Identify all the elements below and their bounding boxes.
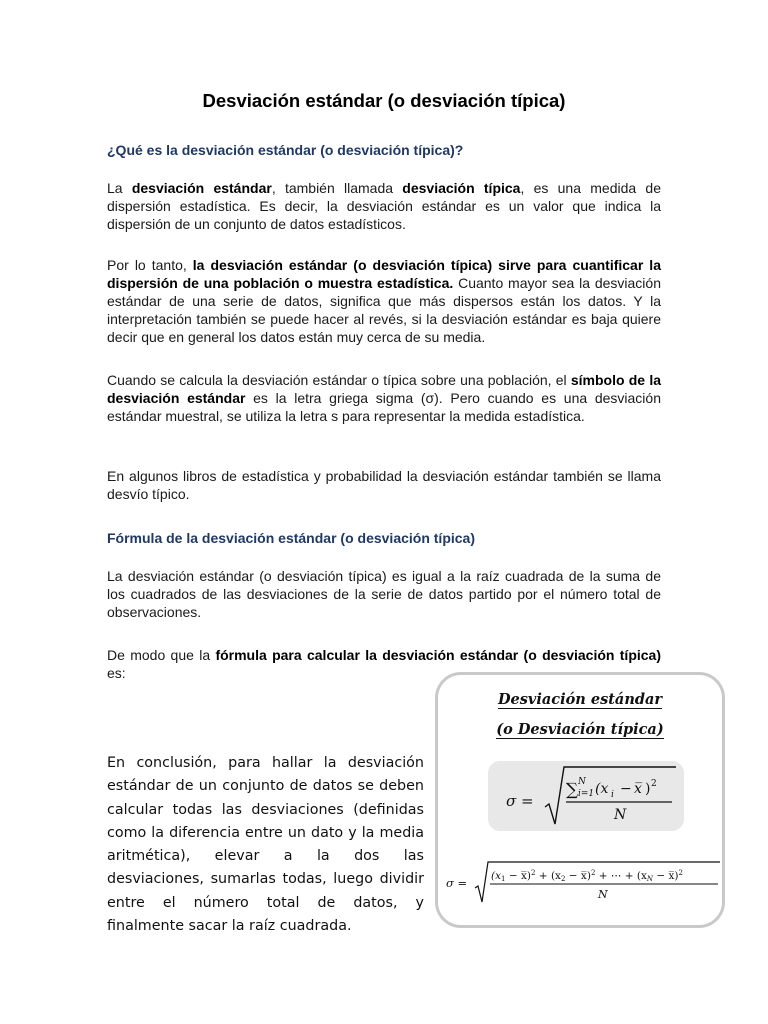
formula-simple-term-open: (x (595, 781, 609, 797)
paragraph-purpose: Por lo tanto, la desviación estándar (o desviación típica) sirve para cuantificar la dispersión de una población o muestra estadística. Cuanto mayor sea la desviación estándar de una serie de datos, significa que más dispersos están los datos. Y la interpretación también se puede hacer al revés, si la desviación estándar es baja quiere decir que en general los datos están muy cerca de su media. (107, 257, 661, 345)
formula-simple (488, 761, 684, 831)
formula-expanded-denominator: N (598, 888, 608, 901)
formula-simple-term-close: ) (645, 781, 651, 797)
formula-simple-sum-lower: i=1 (578, 789, 595, 799)
page-title: Desviación estándar (o desviación típica) (202, 90, 566, 111)
paragraph-definition: La desviación estándar, también llamada desviación típica, es una medida de dispersión estadística. Es decir, la desviación estándar es un valor que indica la dispersión de un conjunto de datos estadísticos. (107, 180, 661, 232)
formula-expanded-lhs: σ = (446, 876, 468, 890)
formula-card (435, 672, 725, 928)
formula-simple-term-minus: − (620, 781, 632, 797)
paragraph-formula-intro: De modo que la fórmula para calcular la desviación estándar (o desviación típica) es: (107, 647, 661, 681)
paragraph-formula-description: La desviación estándar (o desviación típica) es igual a la raíz cuadrada de la suma de los cuadrados de las desviaciones de la serie de datos partido por el número total de observaciones. (107, 568, 661, 620)
section-heading-definition: ¿Qué es la desviación estándar (o desviación típica)? (107, 142, 464, 158)
paragraph-conclusion: En conclusión, para hallar la desviación estándar de un conjunto de datos se deben calcular todas las desviaciones (definidas como la diferencia entre un dato y la media aritmética), elevar a la dos las desviaciones, sumarlas todas, luego dividir entre el número total de datos, y finalmente sacar la raíz cuadrada. (107, 755, 424, 935)
formula-simple-power: 2 (651, 779, 657, 789)
formula-expanded (444, 855, 722, 905)
formula-simple-lhs: σ = (506, 792, 534, 810)
formula-simple-mean: x̅ (634, 781, 642, 797)
formula-simple-sum-symbol: ∑ (566, 780, 579, 800)
section-heading-formula: Fórmula de la desviación estándar (o desviación típica) (107, 530, 475, 546)
paragraph-symbol: Cuando se calcula la desviación estándar o típica sobre una población, el símbolo de la desviación estándar es la letra griega sigma (σ). Pero cuando es una desviación estándar muestral, se utiliza la letra s para representar la medida estadística. (107, 372, 661, 424)
formula-expanded-numerator: (x1 − x̅)$^2$ + (x2 − x̅)$^2$ + ⋯ + (xN − x̅)$^2$ (491, 869, 683, 883)
paragraph-alt-name: En algunos libros de estadística y probabilidad la desviación estándar también se llama desvío típico. (107, 468, 661, 502)
formula-simple-sum-upper: N (578, 777, 586, 787)
formula-card-subtitle: (o Desviación típica) (496, 721, 664, 738)
formula-simple-box (488, 761, 684, 831)
formula-simple-denominator: N (614, 807, 627, 823)
formula-simple-term-sub: i (611, 790, 614, 800)
formula-card-title: Desviación estándar (497, 691, 663, 708)
